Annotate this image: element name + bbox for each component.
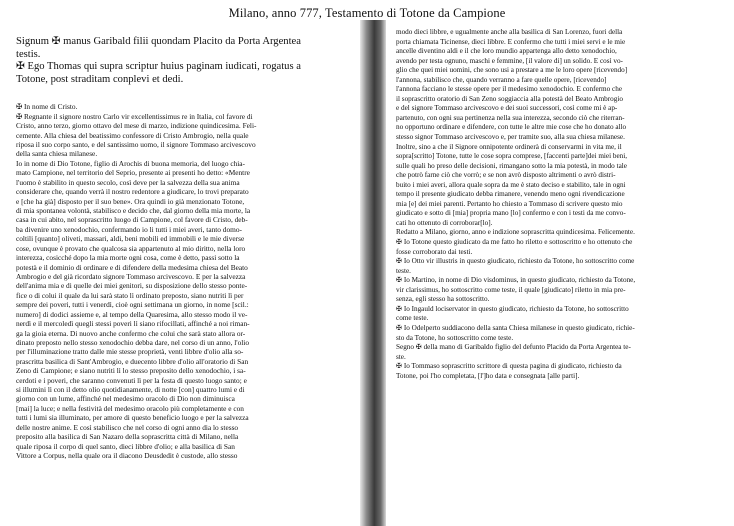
text-line: cati ho ottenuto di corroborar[lo]. — [396, 218, 493, 227]
text-line: giorno con un lume, affinché nel medesimo oracolo di Dio non diminuisca — [16, 394, 235, 404]
text-line: mato Campione, nel territorio del Seprio, presente ai presenti ho detto: «Mentre — [16, 168, 250, 178]
text-line: interezza, cosicché dopo la mia morte ogni cosa, come è detto, passi sotto la — [16, 253, 240, 263]
text-line: il soprascritto oratorio di San Zeno soggiaccia alla potestà del Beato Ambrogio — [396, 94, 623, 103]
text-line: casa in cui abito, nel soprascritto luogo di Campione, col favore di Cristo, deb- — [16, 215, 248, 225]
text-line: fice o di colui il quale da lui sarà stato lì ordinato preposto, siano nutriti lì per — [16, 290, 244, 300]
text-line: modo dieci libbre, e ugualmente anche alla basilica di San Lorenzo, fuori della — [396, 28, 623, 36]
text-line: coltili [quanto] oliveti, massari, aldi, beni mobili ed immobili e le mie diverse — [16, 234, 245, 244]
italian-translation-right — [396, 28, 726, 526]
text-line: Io in nome di Dio Totone, figlio di Arochis di buona memoria, del luogo chia- — [16, 158, 246, 168]
text-line: partenuto, con ogni sua pertinenza nella sua interezza, secondo ciò che riterran- — [396, 113, 625, 122]
text-line: sopra[scritto] Totone, tutte le cose sopra comprese, [faccenti parte]dei miei beni, — [396, 152, 628, 161]
text-line: mia [e] dei miei parenti. Pertanto ho chiesto a Tommaso di scrivere questo mio — [396, 199, 623, 208]
text-line: come teste. — [396, 314, 429, 323]
latin-line: ✠ Ego Thomas qui supra scriptur huius paginam iudicati, rogatus a — [16, 61, 301, 73]
text-line: per l'illuminazione tratto dalle mie stesse proprietà, venti libbre d'olio alla so- — [16, 347, 244, 357]
left-page — [16, 36, 352, 520]
text-line: Cristo, anno terzo, giorno ottavo del mese di marzo, indizione quindicesima. Feli- — [16, 121, 257, 131]
text-line: nerdì e il mercoledì quegli stessi poveri lì siano rifocillati, affinché a noi riman- — [16, 319, 250, 329]
text-line: Totone, poi l'ho completata, [l']ho data e consegnata [alle parti]. — [396, 371, 580, 380]
text-line: porta chiamata Ticinense, dieci libbre. E confermo che tutti i miei servi e le mie — [396, 37, 626, 46]
text-line: l'uomo è stabilito in questo secolo, così deve per la salvezza della sua anima — [16, 177, 240, 187]
text-line: ✠ Io Ingauld lociservator in questo giudicato, richiesto da Totone, ho sottoscritto — [396, 304, 629, 313]
text-line: cose, ovunque è provato che qualcosa sia appartenuto al mio diritto, nella loro — [16, 243, 246, 253]
text-line: e del signore Tommaso arcivescovo e dei suoi successori, così come mi è ap- — [396, 104, 618, 113]
text-line: sempre dei poveri, tutti i venerdì, cioè ogni settimana un giorno, in nome [scil.: — [16, 300, 249, 310]
text-line: [mai] la luce; e nella festività del medesimo oracolo più completamente e con — [16, 403, 244, 413]
text-line: ste. — [396, 352, 406, 361]
text-line: preposito alla basilica di San Nazaro della soprascritta città di Milano, nella — [16, 432, 239, 442]
latin-subscriptions — [16, 36, 352, 86]
text-line: riposa il suo corpo santo, e del santissimo uomo, il signore Tommaso arcivescovo — [16, 140, 256, 150]
text-line: ✠ Io Martino, in nome di Dio visdominus, in questo giudicato, richiesto da Totone, — [396, 276, 636, 285]
text-line: ✠ Io Odelperto suddiacono della santa Chiesa milanese in questo giudicato, richie- — [396, 323, 635, 332]
text-line: ga la gioia eterna. Di nuovo anche confermo che colui che sarà stato allora or- — [16, 328, 246, 338]
text-line: sto da Totone, ho sottoscritto come teste. — [396, 333, 514, 342]
book-gutter-shadow — [360, 20, 386, 526]
latin-line: testis. — [16, 48, 41, 60]
text-line: tutti i lumi sia illuminato, per amore di questo beneficio luogo e per la salvezza — [16, 413, 249, 423]
text-line: considerare che, quando verrà il nostro redentore a giudicare, lo trovi preparato — [16, 187, 249, 197]
text-line: e [che ha già] disposto per il suo bene». Ora quindi io già menzionato Totone, — [16, 196, 245, 206]
text-line: ✠ In nome di Cristo. — [16, 102, 78, 112]
page-title: Milano, anno 777, Testamento di Totone da Campione — [228, 6, 506, 20]
text-line: ✠ Io Tommaso soprascritto scrittore di questa pagina di giudicato, richiesto da — [396, 362, 622, 371]
text-line: ✠ Regnante il signore nostro Carlo vir excellentissimus re in Italia, col favore di — [16, 111, 253, 121]
text-line: ✠ Io Otto vir illustris in questo giudicato, richiesto da Totone, ho sottoscritto come — [396, 257, 635, 266]
text-line: buito i miei averi, allora quale sopra da me è stato deciso e stabilito, tale in ogni — [396, 180, 626, 189]
text-line: senza, egli stesso ha sottoscritto. — [396, 295, 490, 304]
text-line: Inoltre, sino a che il Signore onnipotente ordinerà di conservarmi in vita me, il — [396, 142, 622, 151]
text-line: teste. — [396, 266, 411, 275]
text-line: che potrò farne ciò che vorrò; e se non avrò disposto altrimenti o avrò distri- — [396, 171, 616, 180]
text-line: cerdoti e i poveri, che saranno convenuti lì per la festa di questo luogo santo; e — [16, 375, 247, 385]
text-line: di mia spontanea volontà, stabilisco e decido che, dal giorno della mia morte, la — [16, 206, 251, 216]
text-line: l'annona, stabilisco che, quando verranno a fare quelle opere, [ricevendo] — [396, 75, 607, 84]
text-line: dinato preposto nello stesso xenodochio debba dare, nel corso di un anno, l'olio — [16, 337, 250, 347]
text-line: delle nostre anime. E così stabilisco che nel corso di ogni anno dia lo stesso — [16, 422, 239, 432]
text-line: cemente. Alla chiesa del beatissimo confessore di Cristo Ambrogio, nella quale — [16, 130, 249, 140]
text-line: prascritta basilica di Sant'Ambrogio, e duecento libbre d'olio all'oratorio di San — [16, 356, 249, 366]
italian-translation-left — [16, 102, 352, 460]
text-line: giudicato e sotto di [mia] propria mano [lo] confermo e con i testi da me convo- — [396, 209, 626, 218]
text-line: ba divenire uno xenodochio, confermando io li tutti i miei averi, tanto domo- — [16, 224, 242, 234]
text-line: Zeno di Campione; e siano nutriti lì lo stesso preposito dello xenodochio, i sa- — [16, 366, 246, 376]
text-line: si illumini lì con il detto olio quotidianamente, di notte [con] quattro lumi e di — [16, 385, 245, 395]
text-line: vir clarissimus, ho sottoscritto come teste, il quale [giudicato] riletto in mia pre- — [396, 285, 626, 294]
text-line: Ambrogio e del già ricordato signore Tommaso arcivescovo. E per la salvezza — [16, 271, 246, 281]
text-line: quale riposa il corpo di quel santo, dieci libbre d'olio; e alla basilica di San — [16, 441, 235, 451]
text-line: fosse corroborato dai testi. — [396, 247, 473, 256]
latin-line: Signum ✠ manus Garibald filii quondam Placito da Porta Argentea — [16, 36, 301, 47]
text-line: numero] di dodici assieme e, al tempo della Quaresima, allo stesso modo il ve- — [16, 309, 248, 319]
text-line: avendo per testa ognuno, maschi e femmine, [il valore di] un solido. E così vo- — [396, 56, 623, 65]
text-line: Redatto a Milano, giorno, anno e indizione soprascritta quindicesima. Felicemente. — [396, 228, 635, 237]
text-line: stesso signor Tommaso arcivescovo e, per tramite suo, alla sua chiesa milanese. — [396, 133, 625, 142]
text-line: della santa chiesa milanese. — [16, 149, 98, 159]
latin-line: Totone, post straditam conplevi et dedi. — [16, 73, 184, 85]
text-line: tempo il presente giudicato debba rimanere, venendo meno ogni rivendicazione — [396, 190, 625, 199]
text-line: no opportuno ordinare e difendere, con tutte le altre mie cose che ho donato allo — [396, 123, 627, 132]
text-line: Segno ✠ della mano di Garibaldo figlio del defunto Placido da Porta Argentea te- — [396, 343, 631, 352]
text-line: glio che quei miei uomini, che sono usi a prestare a me le loro opere [ricevendo] — [396, 66, 628, 75]
text-line: sulle quali ho preso delle decisioni, rimangano sotto la mia potestà, in modo tale — [396, 161, 627, 170]
text-line: l'annona facciano le stesse opere per il medesimo xenodochio. E confermo che — [396, 85, 623, 94]
text-line: potestà e il dominio di ordinare e di difendere della medesima chiesa del Beato — [16, 262, 248, 272]
text-line: Vittore a Corpus, nella quale ora il diacono Deusdedit è custode, allo stesso — [16, 450, 238, 460]
text-line: dell'anima mia e di quelle dei miei genitori, su disposizione dello stesso ponte- — [16, 281, 248, 291]
text-line: ancelle diventino aldi e il che loro mundio appartenga allo detto xenodochio, — [396, 47, 617, 56]
text-line: ✠ Io Totone questo giudicato da me fatto ho riletto e sottoscritto e ho ottenuto che — [396, 238, 633, 247]
